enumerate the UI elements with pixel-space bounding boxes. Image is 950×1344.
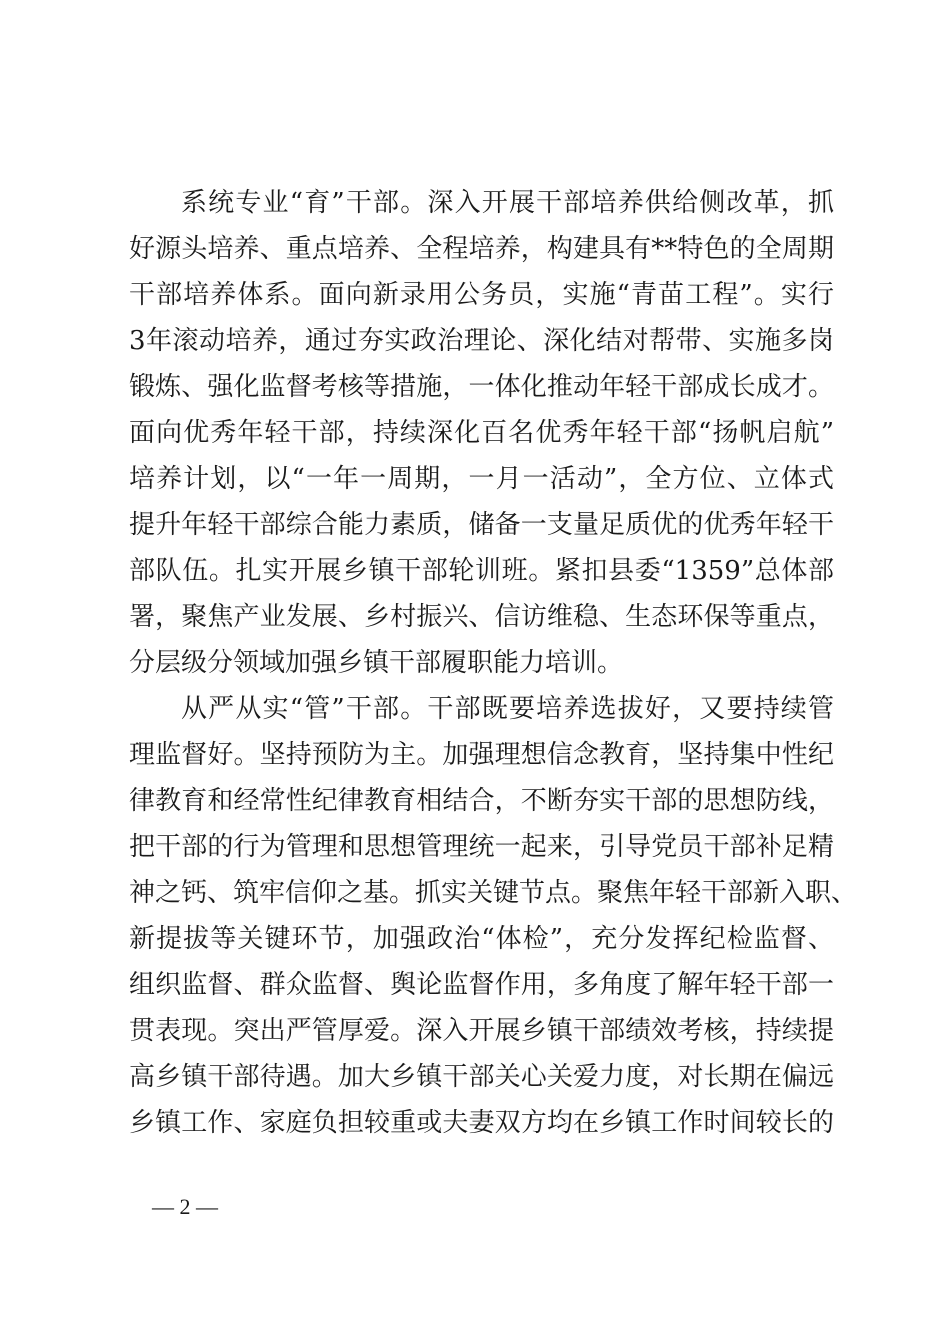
paragraph-cadre-training: [129, 180, 834, 686]
text-line: 3年滚动培养，通过夯实政治理论、深化结对帮带、实施多岗: [129, 326, 834, 356]
text-line: 神之钙、筑牢信仰之基。抓实关键节点。聚焦年轻干部新入职、: [129, 878, 858, 908]
text-line: 干部培养体系。面向新录用公务员，实施“青苗工程”。实行: [129, 280, 834, 310]
text-line: 提升年轻干部综合能力素质，储备一支量足质优的优秀年轻干: [129, 510, 834, 540]
text-line: 组织监督、群众监督、舆论监督作用，多角度了解年轻干部一: [129, 970, 834, 1000]
text-line: 署，聚焦产业发展、乡村振兴、信访维稳、生态环保等重点，: [129, 602, 834, 632]
text-line: 理监督好。坚持预防为主。加强理想信念教育，坚持集中性纪: [129, 740, 834, 770]
text-line: 新提拔等关键环节，加强政治“体检”，充分发挥纪检监督、: [129, 924, 834, 954]
text-line: 从严从实“管”干部。干部既要培养选拔好，又要持续管: [181, 694, 834, 724]
text-line: 面向优秀年轻干部，持续深化百名优秀年轻干部“扬帆启航”: [129, 418, 834, 448]
text-line: 部队伍。扎实开展乡镇干部轮训班。紧扣县委“1359”总体部: [129, 556, 834, 586]
text-line: 律教育和经常性纪律教育相结合，不断夯实干部的思想防线，: [129, 786, 834, 816]
paragraph-cadre-management: [129, 686, 858, 1146]
text-line: 乡镇工作、家庭负担较重或夫妻双方均在乡镇工作时间较长的: [129, 1108, 834, 1138]
text-line: 好源头培养、重点培养、全程培养，构建具有**特色的全周期: [129, 234, 834, 264]
page-number: — 2 —: [152, 1194, 218, 1219]
body-text: [129, 180, 858, 1146]
text-line: 锻炼、强化监督考核等措施，一体化推动年轻干部成长成才。: [129, 372, 834, 402]
text-line: 培养计划，以“一年一周期，一月一活动”，全方位、立体式: [129, 464, 834, 494]
text-line: 分层级分领域加强乡镇干部履职能力培训。: [129, 648, 624, 678]
text-line: 贯表现。突出严管厚爱。深入开展乡镇干部绩效考核，持续提: [129, 1016, 834, 1046]
text-line: 系统专业“育”干部。深入开展干部培养供给侧改革，抓: [181, 188, 834, 218]
text-line: 高乡镇干部待遇。加大乡镇干部关心关爱力度，对长期在偏远: [129, 1062, 834, 1092]
text-line: 把干部的行为管理和思想管理统一起来，引导党员干部补足精: [129, 832, 834, 862]
